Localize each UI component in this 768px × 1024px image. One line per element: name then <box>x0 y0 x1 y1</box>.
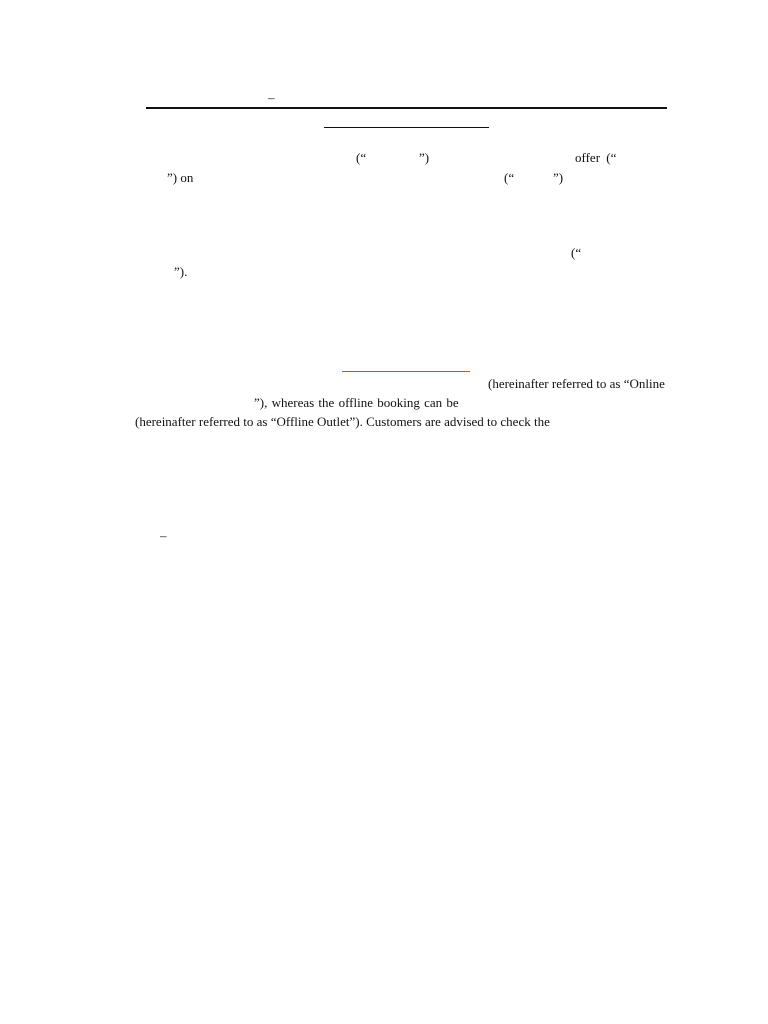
para1-offer-text: offer (“ <box>575 150 617 165</box>
para1-open-quote-1: (“ <box>356 150 367 165</box>
para2-open-quote: (“ <box>571 245 582 260</box>
para1-close-quote-2: ”) <box>553 170 564 185</box>
para1-open-quote-2: (“ <box>504 170 515 185</box>
para3-line2-text: ”), whereas the offline booking can be <box>254 395 459 410</box>
heading-dash: – <box>268 90 275 105</box>
para1-close-quote-1: ”) <box>419 150 430 165</box>
para1-line2-start: ”) on <box>167 170 194 185</box>
para2-line2-start: ”). <box>174 264 188 279</box>
para3-line3-text: (hereinafter referred to as “Offline Outlet”). Customers are advised to check the <box>135 414 550 429</box>
heading-rule <box>146 107 667 109</box>
hyperlink-underline[interactable] <box>342 371 470 372</box>
subheading-rule <box>324 127 489 128</box>
para3-line1-end: (hereinafter referred to as “Online <box>488 376 665 391</box>
footer-dash: – <box>160 528 167 543</box>
